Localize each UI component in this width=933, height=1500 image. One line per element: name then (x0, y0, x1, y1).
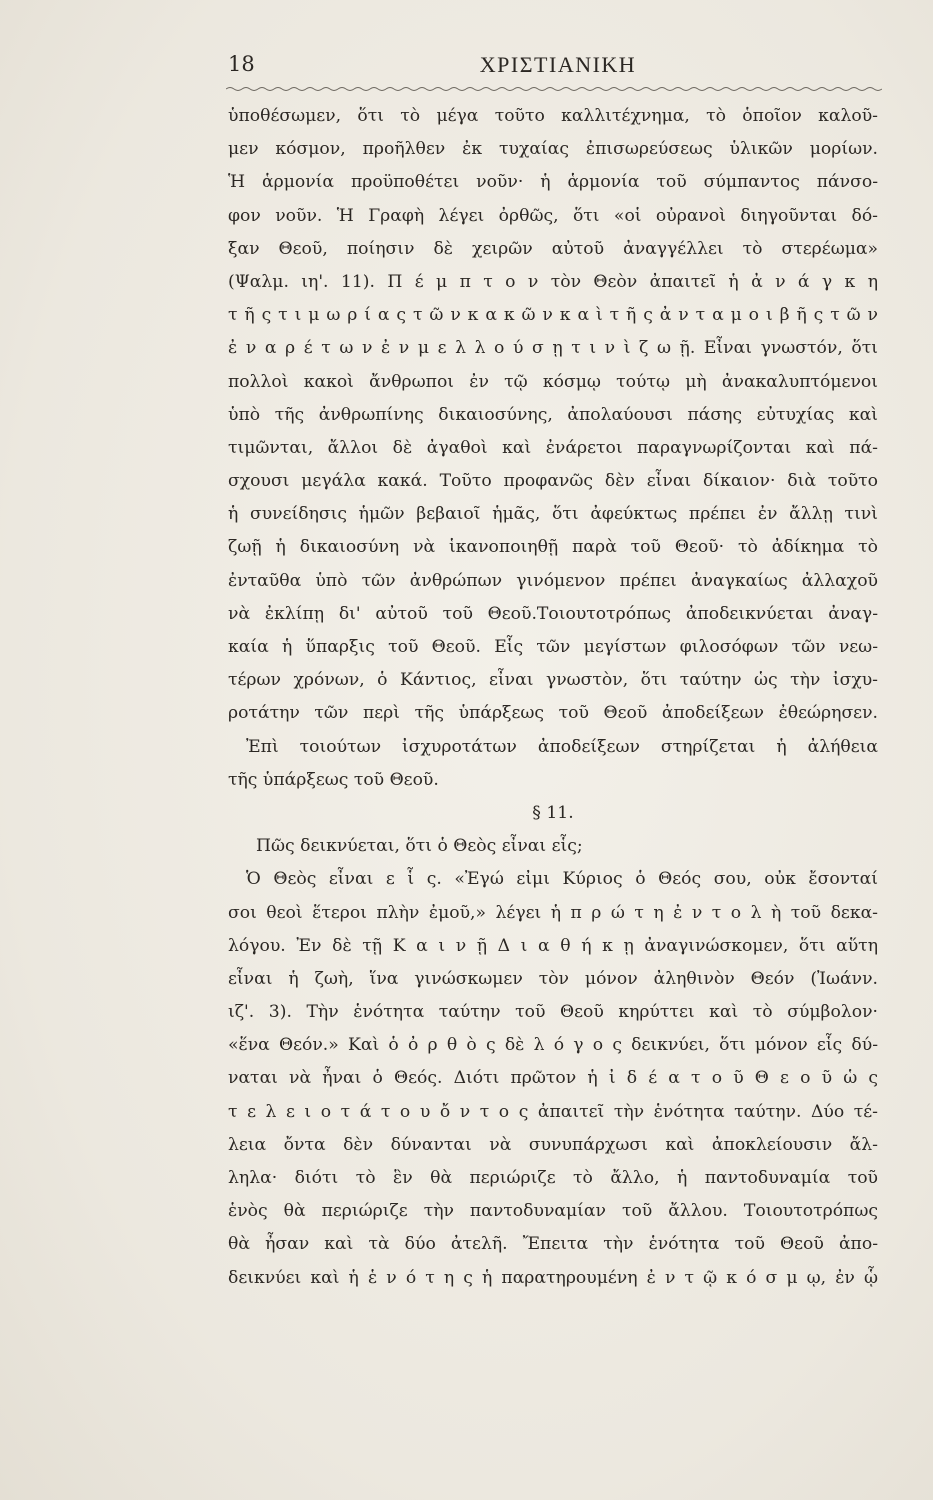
text-line: σχουσι μεγάλα κακά. Τοῦτο προφανῶς δὲν εἶναι δίκαιον· διὰ τοῦτο (228, 471, 878, 492)
text-line: τιμῶνται, ἄλλοι δὲ ἀγαθοὶ καὶ ἐνάρετοι παραγνωρίζονται καὶ πά- (228, 437, 878, 458)
text-line: λεια ὄντα δὲν δύνανται νὰ συνυπάρχωσι καὶ ἀποκλείουσιν ἄλ- (228, 1134, 878, 1155)
text-line: (Ψαλμ. ιη'. 11). Π έ μ π τ ο ν τὸν Θεὸν ἀπαιτεῖ ἡ ἀ ν ά γ κ η (228, 271, 878, 292)
text-line: ξαν Θεοῦ, ποίησιν δὲ χειρῶν αὐτοῦ ἀναγγέλλει τὸ στερέωμα» (228, 238, 878, 259)
text-line: ἐ ν α ρ έ τ ω ν ἐ ν μ ε λ λ ο ύ σ ῃ τ ι ν ὶ ζ ω ῇ. Εἶναι γνωστόν, ὅτι (228, 338, 878, 359)
header-wavy-rule (226, 86, 882, 92)
body-text (228, 100, 878, 1295)
text-line: νὰ ἐκλίπῃ δι' αὐτοῦ τοῦ Θεοῦ.Τοιουτοτρόπως ἀποδεικνύεται ἀναγ- (228, 603, 878, 624)
text-line: μεν κόσμον, προῆλθεν ἐκ τυχαίας ἐπισωρεύσεως ὑλικῶν μορίων. (228, 139, 878, 160)
text-line: Ἐπὶ τοιούτων ἰσχυροτάτων ἀποδείξεων στηρίζεται ἡ ἀλήθεια (246, 736, 878, 757)
text-line: ἑνὸς θὰ περιώριζε τὴν παντοδυναμίαν τοῦ ἄλλου. Τοιουτοτρόπως (228, 1201, 878, 1222)
text-line: τ ε λ ε ι ο τ ά τ ο υ ὄ ν τ ο ς ἀπαιτεῖ τὴν ἑνότητα ταύτην. Δύο τέ- (228, 1101, 878, 1122)
text-line: λόγου. Ἐν δὲ τῇ Κ α ι ν ῇ Δ ι α θ ή κ ῃ ἀναγινώσκομεν, ὅτι αὕτη (228, 935, 878, 956)
text-line: Ἡ ἁρμονία προϋποθέτει νοῦν· ἡ ἁρμονία τοῦ σύμπαντος πάνσο- (228, 172, 878, 193)
text-line: Ὁ Θεὸς εἶναι ε ἷ ς. «Ἐγώ εἰμι Κύριος ὁ Θεός σου, οὐκ ἔσονταί (246, 869, 878, 890)
text-line: ζωῇ ἡ δικαιοσύνη νὰ ἱκανοποιηθῇ παρὰ τοῦ Θεοῦ· τὸ ἀδίκημα τὸ (228, 537, 878, 558)
text-line: σοι θεοὶ ἕτεροι πλὴν ἐμοῦ,» λέγει ἡ π ρ ώ τ η ἐ ν τ ο λ ὴ τοῦ δεκα- (228, 902, 878, 923)
text-line: εἶναι ἡ ζωὴ, ἵνα γινώσκωμεν τὸν μόνον ἀληθινὸν Θεόν (Ἰωάνν. (228, 968, 878, 989)
text-line: τέρων χρόνων, ὁ Κάντιος, εἶναι γνωστὸν, ὅτι ταύτην ὡς τὴν ἰσχυ- (228, 670, 878, 691)
section-heading: § 11. (532, 802, 574, 823)
text-line: δεικνύει καὶ ἡ ἑ ν ό τ η ς ἡ παρατηρουμένη ἐ ν τ ῷ κ ό σ μ ῳ, ἐν ᾧ (228, 1267, 878, 1288)
text-line: καία ἡ ὕπαρξις τοῦ Θεοῦ. Εἷς τῶν μεγίστων φιλοσόφων τῶν νεω- (228, 637, 878, 657)
text-line: ναται νὰ ἦναι ὁ Θεός. Διότι πρῶτον ἡ ἰ δ έ α τ ο ῦ Θ ε ο ῦ ὡ ς (228, 1068, 878, 1089)
text-line: ιζ'. 3). Τὴν ἑνότητα ταύτην τοῦ Θεοῦ κηρύττει καὶ τὸ σύμβολον· (228, 1002, 878, 1023)
page-header (228, 52, 878, 88)
text-line: ὑπὸ τῆς ἀνθρωπίνης δικαιοσύνης, ἀπολαύουσι πάσης εὐτυχίας καὶ (228, 404, 878, 425)
text-line: πολλοὶ κακοὶ ἄνθρωποι ἐν τῷ κόσμῳ τούτῳ μὴ ἀνακαλυπτόμενοι (228, 371, 878, 392)
text-line: ληλα· διότι τὸ ἓν θὰ περιώριζε τὸ ἄλλο, ἡ παντοδυναμία τοῦ (228, 1168, 878, 1188)
text-line: τῆς ὑπάρξεως τοῦ Θεοῦ. (228, 769, 439, 790)
text-line: ἐνταῦθα ὑπὸ τῶν ἀνθρώπων γινόμενον πρέπει ἀναγκαίως ἀλλαχοῦ (228, 570, 878, 591)
text-line: θὰ ἦσαν καὶ τὰ δύο ἀτελῆ. Ἔπειτα τὴν ἑνότητα τοῦ Θεοῦ ἀπο- (228, 1234, 878, 1255)
section-question: Πῶς δεικνύεται, ὅτι ὁ Θεὸς εἶναι εἷς; (256, 836, 583, 857)
text-line: ἡ συνείδησις ἡμῶν βεβαιοῖ ἡμᾶς, ὅτι ἀφεύκτως πρέπει ἐν ἄλλῃ τινὶ (228, 504, 878, 525)
text-line: ροτάτην τῶν περὶ τῆς ὑπάρξεως τοῦ Θεοῦ ἀποδείξεων ἐθεώρησεν. (228, 703, 878, 724)
running-title: ΧΡΙΣΤΙΑΝΙΚΗ (479, 52, 637, 77)
page-number: 18 (228, 52, 255, 76)
text-line: τ ῆ ς τ ι μ ω ρ ί α ς τ ῶ ν κ α κ ῶ ν κ α ὶ τ ῆ ς ἀ ν τ α μ ο ι β ῆ ς τ ῶ ν (228, 305, 878, 326)
text-line: ὑποθέσωμεν, ὅτι τὸ μέγα τοῦτο καλλιτέχνημα, τὸ ὁποῖον καλοῦ- (228, 106, 878, 126)
text-line: φον νοῦν. Ἡ Γραφὴ λέγει ὀρθῶς, ὅτι «οἱ οὐρανοὶ διηγοῦνται δό- (228, 205, 878, 226)
text-line: «ἕνα Θεόν.» Καὶ ὁ ὀ ρ θ ὸ ς δὲ λ ό γ ο ς δεικνύει, ὅτι μόνον εἷς δύ- (228, 1035, 878, 1056)
